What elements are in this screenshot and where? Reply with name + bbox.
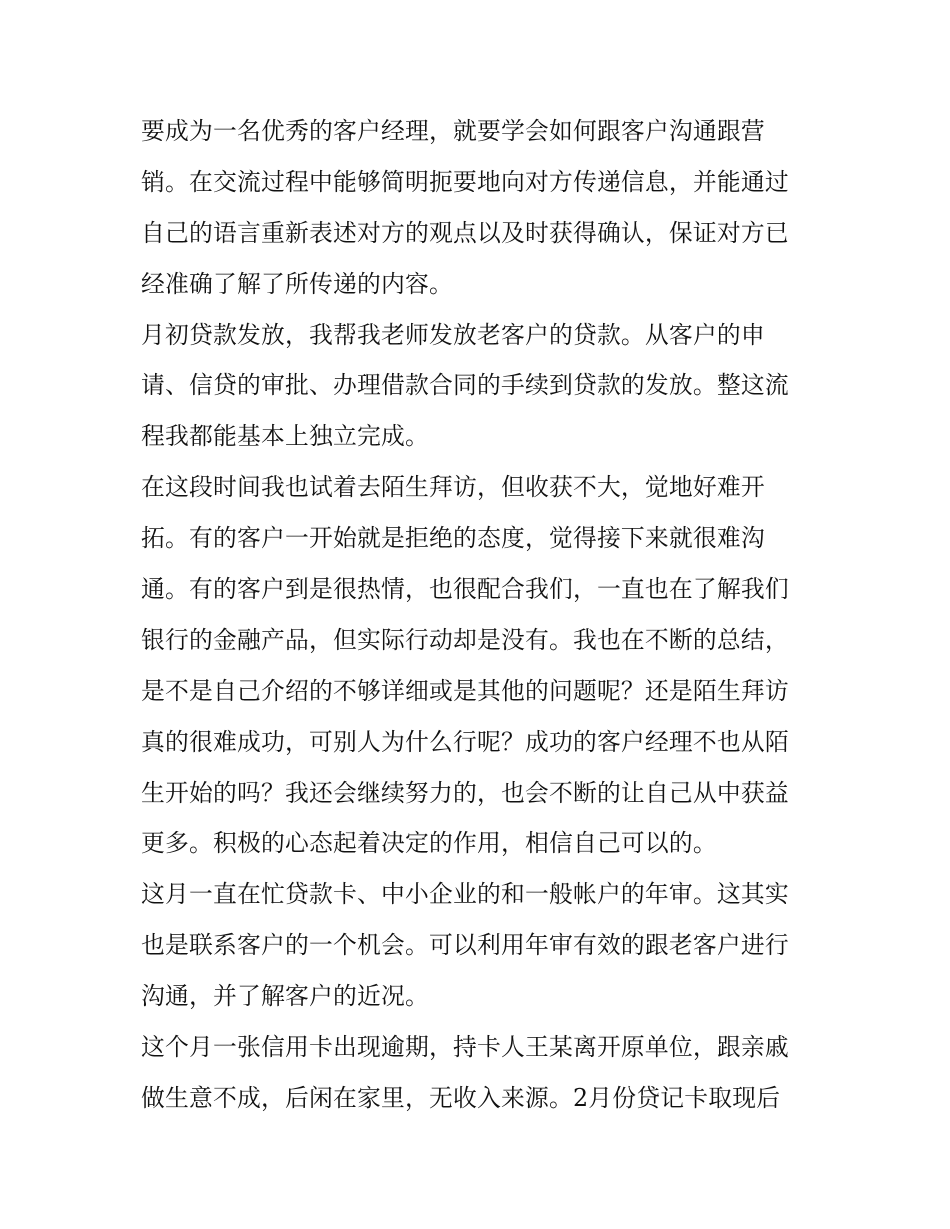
text-line: 做生意不成，后闲在家里，无收入来源。2月份贷记卡取现后 bbox=[141, 1083, 781, 1112]
text-line: 要成为一名优秀的客户经理，就要学会如何跟客户沟通跟营 bbox=[141, 117, 765, 145]
text-line: 生开始的吗？我还会继续努力的，也会不断的让自己从中获益 bbox=[141, 778, 789, 807]
text-line: 也是联系客户的一个机会。可以利用年审有效的跟老客户进行 bbox=[141, 931, 789, 960]
text-line: 银行的金融产品，但实际行动却是没有。我也在不断的总结， bbox=[141, 625, 789, 654]
text-line: 月初贷款发放，我帮我老师发放老客户的贷款。从客户的申 bbox=[141, 320, 765, 349]
text-line: 自己的语言重新表述对方的观点以及时获得确认，保证对方已 bbox=[141, 218, 789, 247]
text-line: 销。在交流过程中能够简明扼要地向对方传递信息，并能通过 bbox=[141, 167, 789, 196]
paragraph-2 bbox=[141, 310, 813, 463]
paragraph-4 bbox=[141, 869, 813, 1022]
text-line: 经准确了解了所传递的内容。 bbox=[141, 269, 453, 298]
paragraph-5 bbox=[141, 1022, 813, 1124]
text-line: 请、信贷的审批、办理借款合同的手续到贷款的发放。整这流 bbox=[141, 371, 789, 400]
paragraph-1 bbox=[141, 106, 813, 310]
text-line: 通。有的客户到是很热情，也很配合我们，一直也在了解我们 bbox=[141, 575, 789, 604]
text-line: 在这段时间我也试着去陌生拜访，但收获不大，觉地好难开 bbox=[141, 473, 765, 502]
text-line: 真的很难成功，可别人为什么行呢？成功的客户经理不也从陌 bbox=[141, 727, 789, 756]
text-line: 拓。有的客户一开始就是拒绝的态度，觉得接下来就很难沟 bbox=[141, 524, 765, 553]
document-body bbox=[141, 106, 813, 1124]
paragraph-3 bbox=[141, 462, 813, 869]
text-line: 程我都能基本上独立完成。 bbox=[141, 422, 429, 451]
text-line: 这个月一张信用卡出现逾期，持卡人王某离开原单位，跟亲戚 bbox=[141, 1033, 789, 1062]
text-line: 沟通，并了解客户的近况。 bbox=[141, 982, 429, 1011]
text-line: 这月一直在忙贷款卡、中小企业的和一般帐户的年审。这其实 bbox=[141, 880, 789, 909]
text-line: 更多。积极的心态起着决定的作用，相信自己可以的。 bbox=[141, 829, 717, 858]
text-line: 是不是自己介绍的不够详细或是其他的问题呢？还是陌生拜访 bbox=[141, 676, 789, 705]
